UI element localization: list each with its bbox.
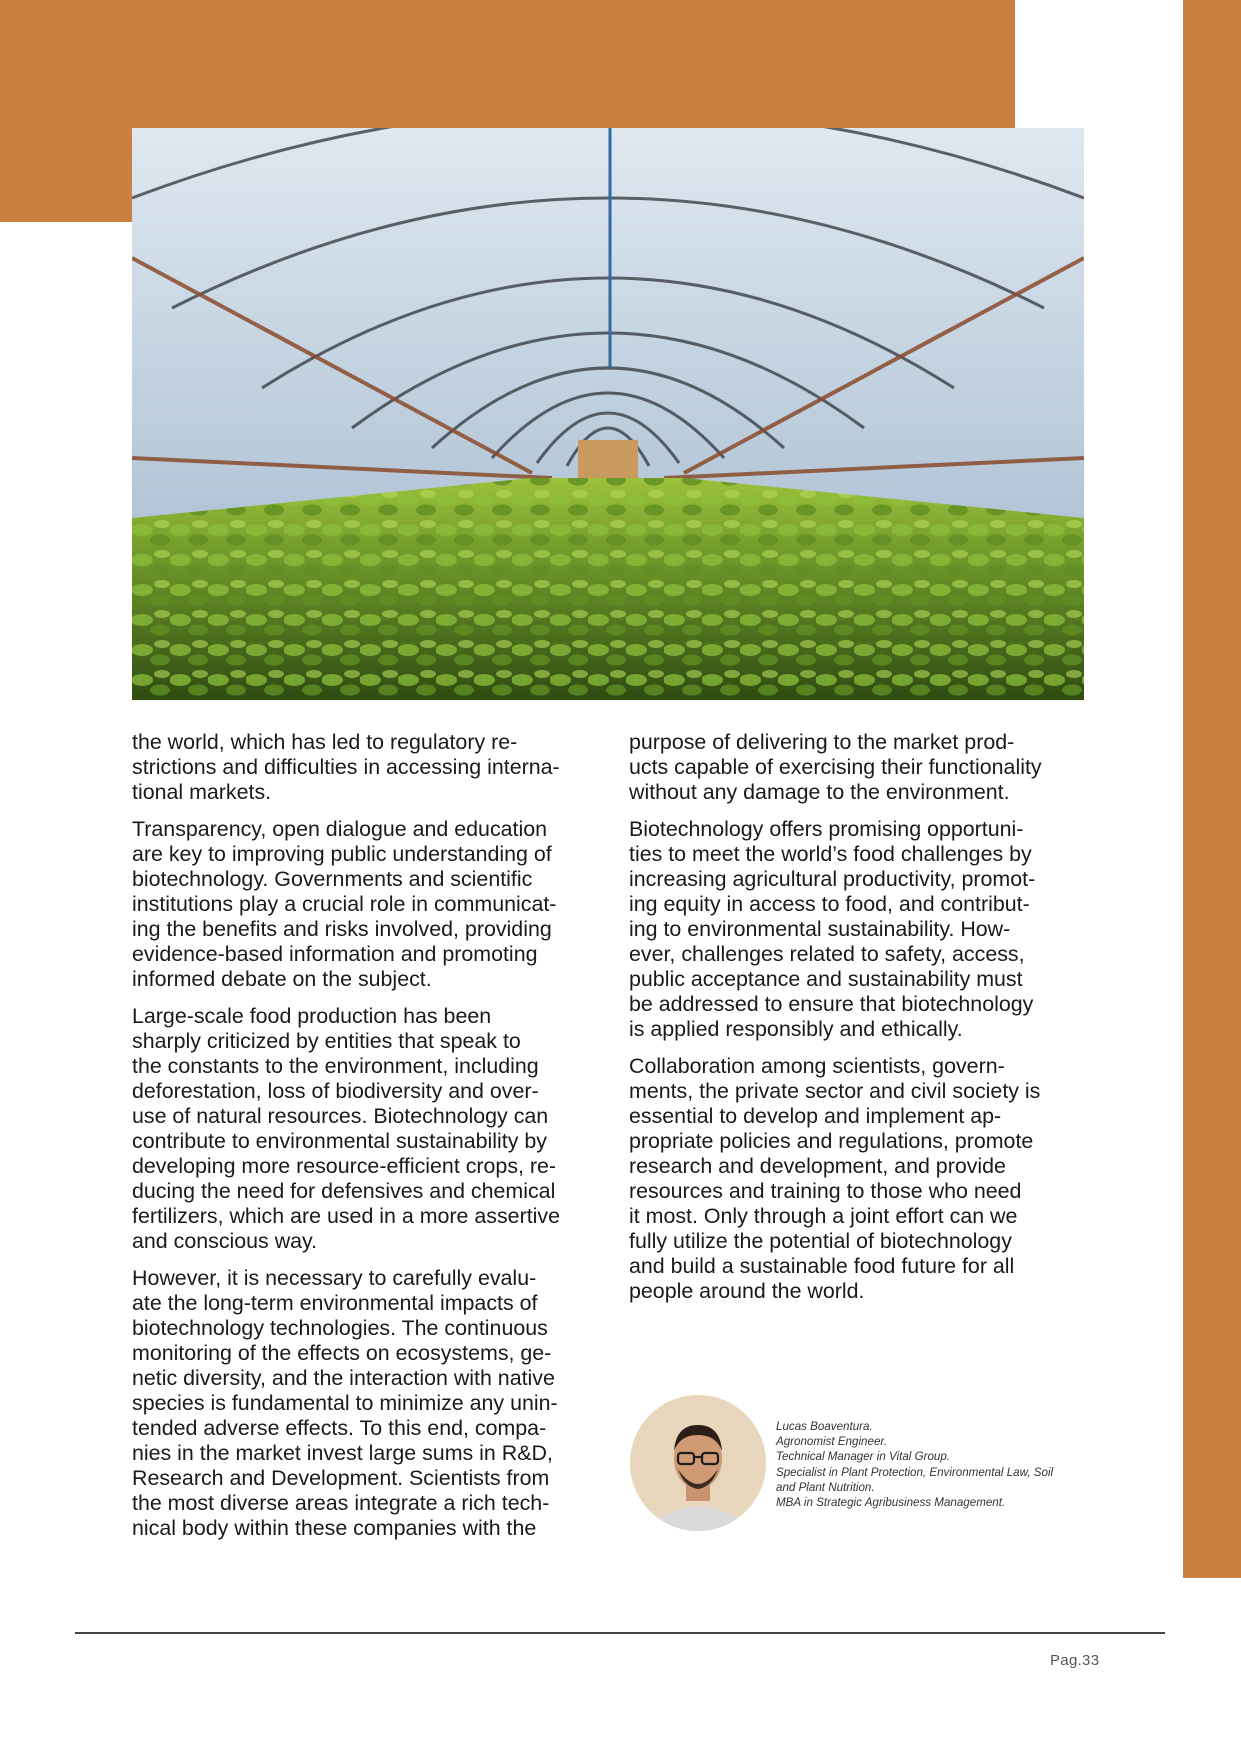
paragraph: the world, which has led to regulatory re- strictions and difficulties in accessing interna- tional markets. xyxy=(132,730,560,804)
author-avatar xyxy=(630,1395,766,1531)
author-credential: and Plant Nutrition. xyxy=(776,1480,875,1494)
paragraph: Collaboration among scientists, govern- ments, the private sector and civil society is essential to develop and implement ap- propriate policies and regulations, promote research and development, and provide resources and training to those who need it most. Only through a joint effort can we fully utilize the potential of biotechnology and build a sustainable food future for all people around the world. xyxy=(629,1054,1041,1303)
article-column-right xyxy=(629,730,1084,1316)
greenhouse-illustration xyxy=(132,128,1084,700)
paragraph: Biotechnology offers promising opportuni- ties to meet the world’s food challenges by increasing agricultural productivity, promot- ing equity in access to food, and contribut- ing to environmental sustainability. How- ever, challenges related to safety, access, public acceptance and sustainability must be addressed to ensure that biotechnology is applied responsibly and ethically. xyxy=(629,817,1036,1041)
paragraph: However, it is necessary to carefully evalu- ate the long-term environmental impacts of biotechnology technologies. The continuous monitoring of the effects on ecosystems, ge- netic diversity, and the interaction with native species is fundamental to minimize any unin- tended adverse effects. To this end, compa- nies in the market invest large sums in R&D, Research and Development. Scientists from the most diverse areas integrate a rich tech- nical body within these companies with the xyxy=(132,1266,558,1540)
paragraph: purpose of delivering to the market prod- ucts capable of exercising their functionality without any damage to the environment. xyxy=(629,730,1042,804)
page-number: Pag.33 xyxy=(1050,1652,1100,1669)
author-credential: Specialist in Plant Protection, Environmental Law, Soil xyxy=(776,1465,1054,1479)
author-credential: MBA in Strategic Agribusiness Management. xyxy=(776,1496,1006,1510)
author-credential: Technical Manager in Vital Group. xyxy=(776,1450,951,1464)
paragraph: Transparency, open dialogue and education are key to improving public understanding of biotechnology. Governments and scientific institutions play a crucial role in communicat- ing the benefits and risks involved, providing evidence-based information and promoting informed debate on the subject. xyxy=(132,817,557,991)
author-bio xyxy=(776,1419,1086,1510)
greenhouse-photo xyxy=(132,128,1084,700)
author-portrait xyxy=(630,1395,766,1531)
author-name: Lucas Boaventura. xyxy=(776,1420,873,1433)
author-card xyxy=(630,1395,1080,1535)
author-credential: Agronomist Engineer. xyxy=(776,1435,888,1449)
paragraph: Large-scale food production has been sharply criticized by entities that speak to the constants to the environment, including deforestation, loss of biodiversity and over- use of natural resources. Biotechnology can contribute to environmental sustainability by developing more resource-efficient crops, re- ducing the need for defensives and chemical fertilizers, which are used in a more assertive and conscious way. xyxy=(132,1004,560,1253)
footer-divider xyxy=(75,1632,1165,1634)
accent-bar-right xyxy=(1183,0,1241,1578)
article-column-left xyxy=(132,730,600,1553)
